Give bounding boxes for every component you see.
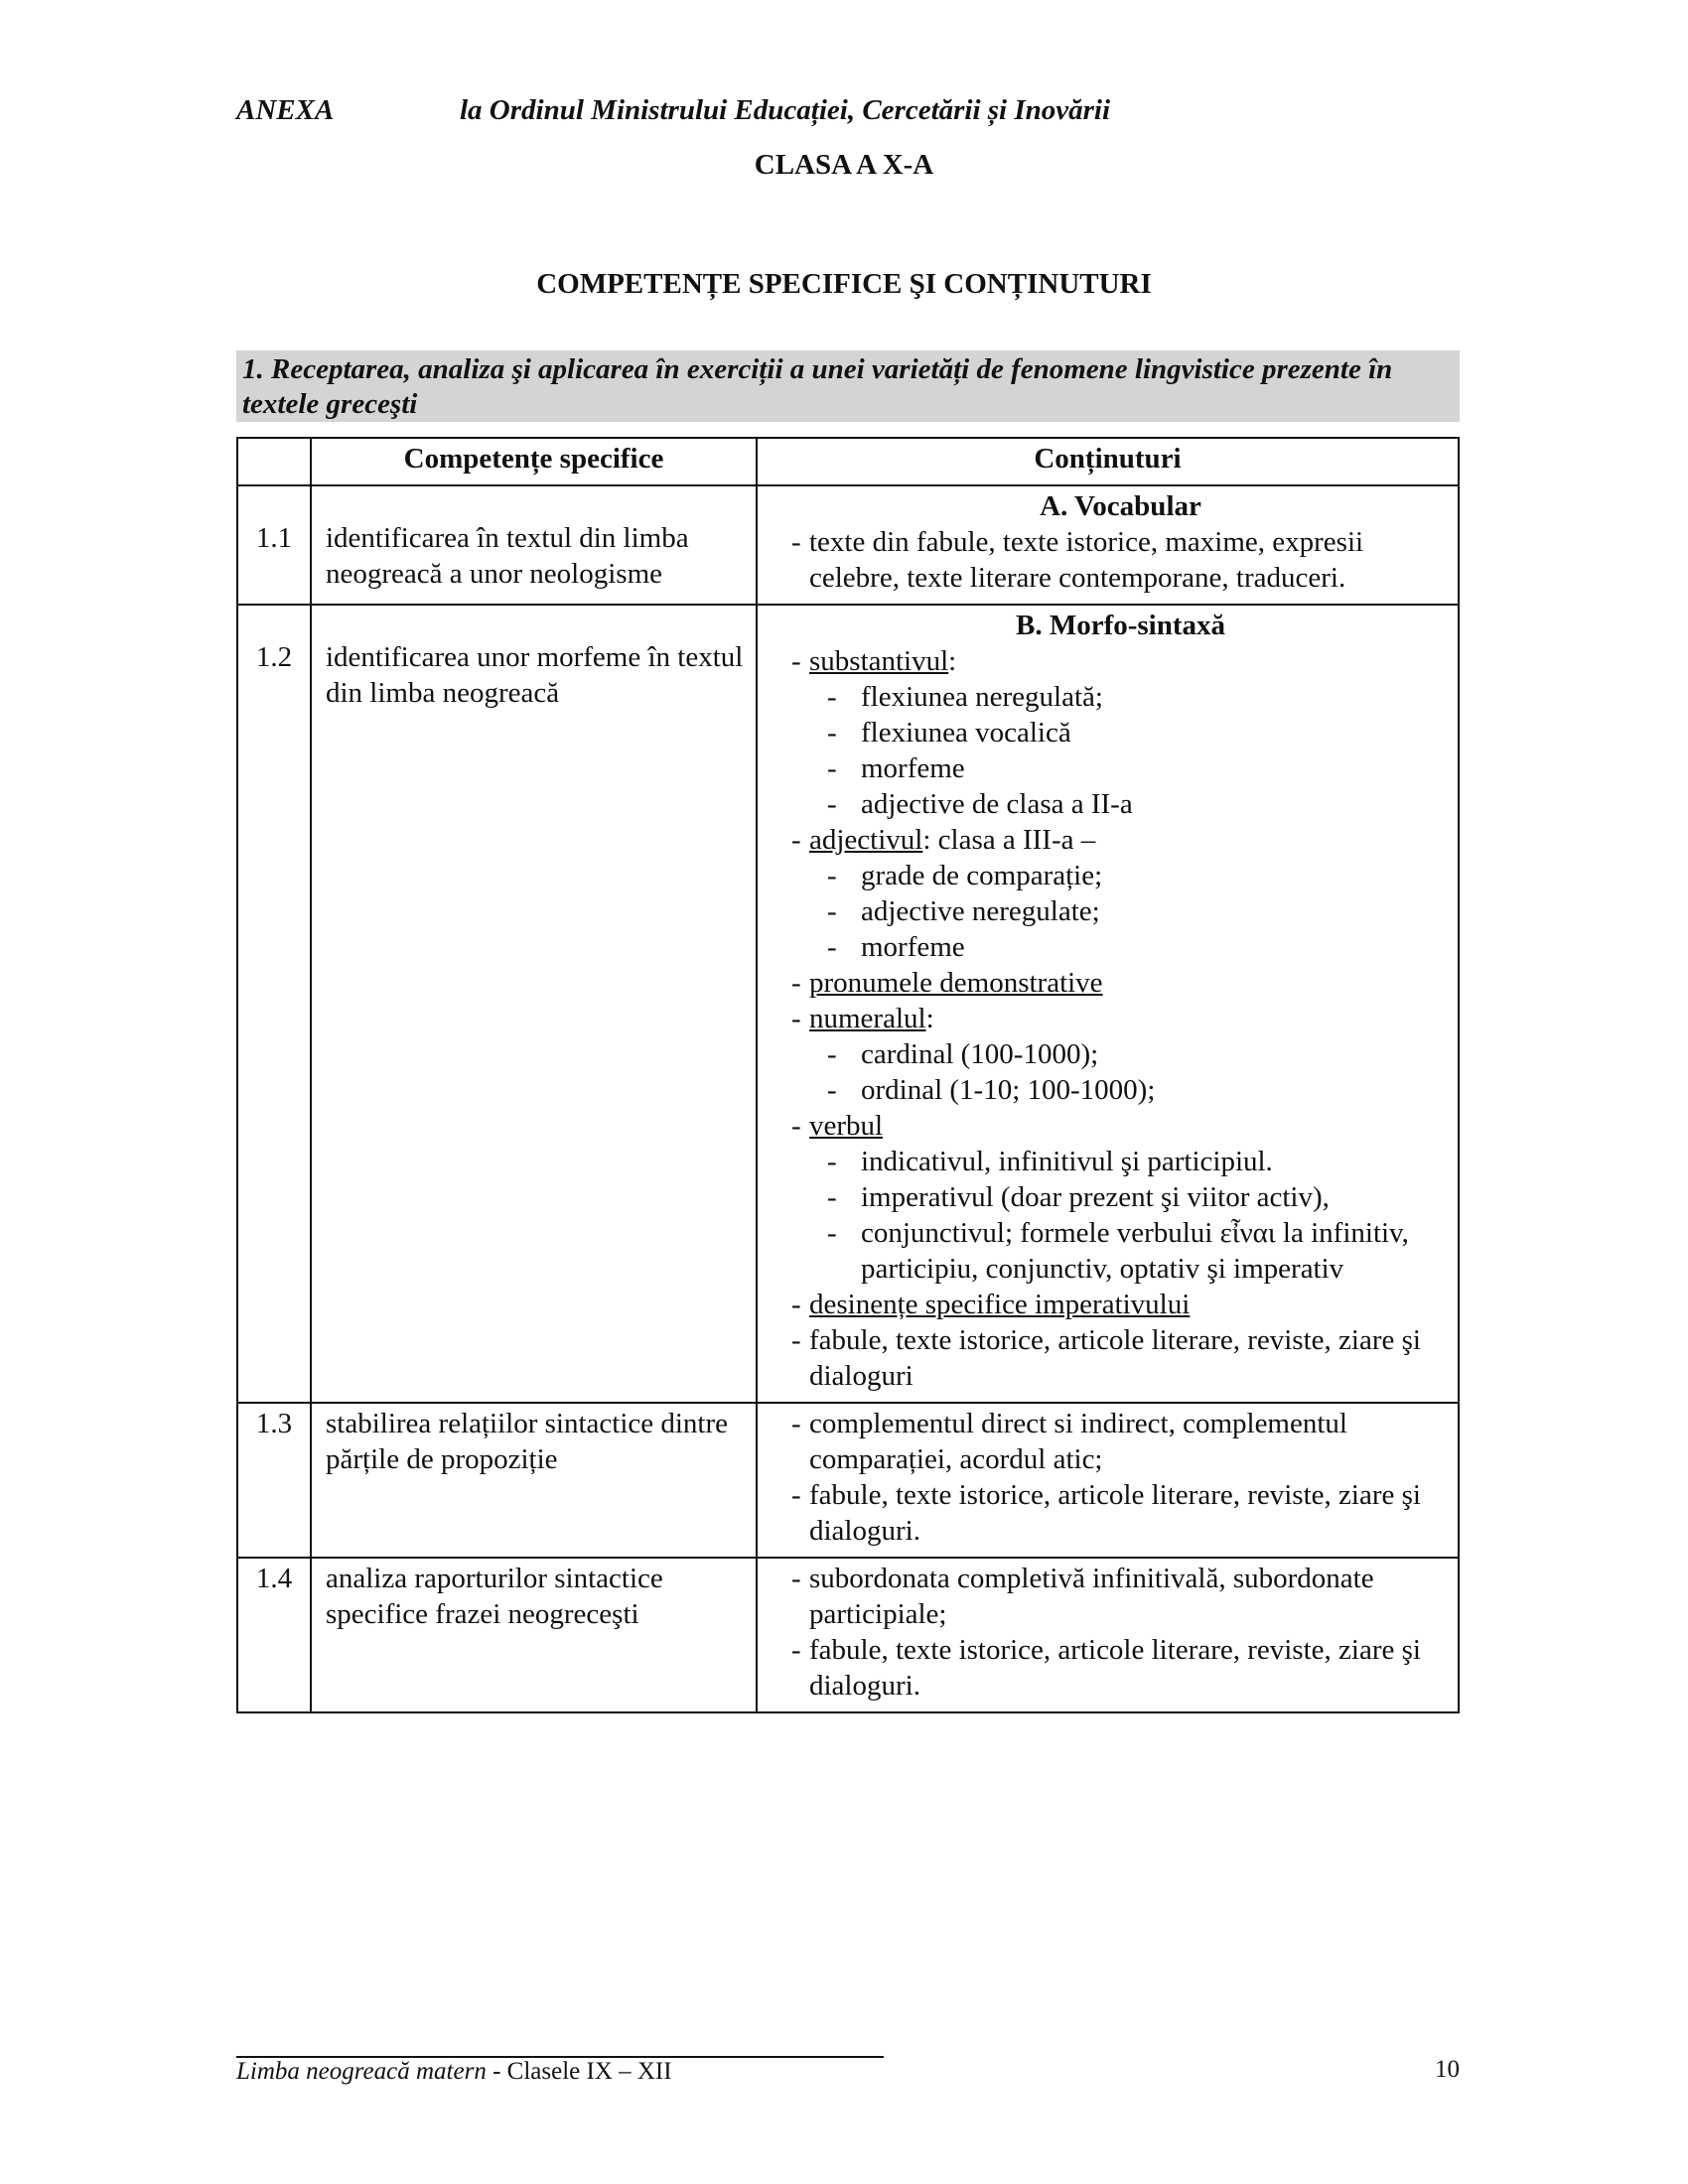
- item-text: morfeme: [861, 931, 965, 963]
- header-order-title: la Ordinul Ministrului Educației, Cercetării și Inovării: [460, 94, 1111, 126]
- dash-marker: -: [827, 1038, 837, 1070]
- dash-marker: -: [827, 788, 837, 820]
- dash-marker: -: [827, 1217, 837, 1249]
- item-text: flexiunea vocalică: [861, 717, 1071, 749]
- dash-marker: -: [791, 824, 801, 856]
- specific-competence: analiza raporturilor sintactice specifice frazei neogreceşti: [311, 1558, 757, 1712]
- dash-marker: -: [791, 526, 801, 558]
- dash-marker: -: [827, 860, 837, 891]
- list-item: [791, 643, 1450, 679]
- list-item: [791, 1406, 1450, 1477]
- item-text: subordonata completivă infinitivală, subordonate participiale;: [809, 1563, 1374, 1630]
- item-text: imperativul (doar prezent şi viitor activ),: [861, 1181, 1330, 1213]
- list-item: [791, 1632, 1450, 1704]
- table-row: [237, 605, 1459, 1403]
- item-label: adjectivul: [809, 824, 923, 856]
- table-row: [237, 485, 1459, 605]
- item-text: indicativul, infinitivul şi participiul.: [861, 1146, 1273, 1177]
- document-header: [236, 94, 1468, 134]
- table-header-row: [237, 438, 1459, 485]
- item-text: morfeme: [861, 752, 965, 784]
- contents-cell: [757, 605, 1459, 1403]
- header-competences: Competențe specifice: [311, 438, 757, 485]
- dash-marker: -: [827, 1181, 837, 1213]
- item-text: complementul direct si indirect, complementul comparației, acordul atic;: [809, 1408, 1347, 1475]
- item-text: flexiunea neregulată;: [861, 681, 1103, 713]
- sub-list-item: [791, 1072, 1450, 1108]
- list-item: [791, 965, 1450, 1001]
- dash-marker: -: [827, 931, 837, 963]
- dash-marker: -: [791, 967, 801, 999]
- contents-cell: [757, 485, 1459, 605]
- dash-marker: -: [827, 1074, 837, 1106]
- header-anexa: ANEXA: [236, 94, 335, 126]
- header-contents: Conținuturi: [757, 438, 1459, 485]
- sub-list-item: [791, 1036, 1450, 1072]
- list-item: [791, 1561, 1450, 1632]
- footer-title: [236, 2058, 672, 2086]
- item-text: :: [925, 1003, 934, 1034]
- specific-competence: identificarea în textul din limba neogreacă a unor neologisme: [311, 485, 757, 605]
- dash-marker: -: [827, 681, 837, 713]
- item-text: fabule, texte istorice, articole literare, reviste, ziare şi dialoguri.: [809, 1634, 1421, 1702]
- dash-marker: -: [791, 1110, 801, 1142]
- item-label: pronumele demonstrative: [809, 967, 1103, 999]
- item-text: fabule, texte istorice, articole literare, reviste, ziare şi dialoguri.: [809, 1479, 1421, 1547]
- item-label: verbul: [809, 1110, 884, 1142]
- dash-marker: -: [827, 717, 837, 749]
- footer-title-rest: - Clasele IX – XII: [486, 2058, 672, 2085]
- dash-marker: -: [791, 1408, 801, 1439]
- dash-marker: -: [791, 1634, 801, 1666]
- sub-list-item: [791, 1144, 1450, 1179]
- table-row: [237, 1403, 1459, 1558]
- section-title: COMPETENȚE SPECIFICE ŞI CONȚINUTURI: [536, 268, 1152, 300]
- item-text: ordinal (1-10; 100-1000);: [861, 1074, 1156, 1106]
- item-label: substantivul: [809, 645, 949, 677]
- sub-list-item: [791, 1179, 1450, 1215]
- list-item: [791, 524, 1450, 596]
- item-text: conjunctivul; formele verbului εἶναι la infinitiv, participiu, conjunctiv, optativ şi imperativ: [861, 1217, 1409, 1285]
- table-row: [237, 1558, 1459, 1712]
- contents-cell: [757, 1403, 1459, 1558]
- specific-competence: stabilirea relațiilor sintactice dintre părțile de propoziție: [311, 1403, 757, 1558]
- item-text: texte din fabule, texte istorice, maxime, expresii celebre, texte literare contemporane, traduceri.: [809, 526, 1364, 594]
- sub-list-item: [791, 858, 1450, 893]
- class-title: CLASA A X-A: [754, 149, 934, 181]
- dash-marker: -: [791, 645, 801, 677]
- footer-title-italic: Limba neogreacă matern: [236, 2058, 487, 2085]
- sub-list-item: [791, 751, 1450, 786]
- item-text: adjective neregulate;: [861, 895, 1100, 927]
- item-text: adjective de clasa a II-a: [861, 788, 1133, 820]
- sub-list-item: [791, 893, 1450, 929]
- item-label: desinențe specifice imperativului: [809, 1289, 1191, 1320]
- item-text: grade de comparație;: [861, 860, 1103, 891]
- list-item: [791, 1108, 1450, 1144]
- contents-cell: [757, 1558, 1459, 1712]
- item-text: : clasa a III-a –: [922, 824, 1096, 856]
- dash-marker: -: [791, 1479, 801, 1511]
- specific-competence: identificarea unor morfeme în textul din limba neogreacă: [311, 605, 757, 1403]
- sub-list-item: [791, 929, 1450, 965]
- item-text: fabule, texte istorice, articole literare, reviste, ziare şi dialoguri: [809, 1324, 1421, 1392]
- sub-list-item: [791, 679, 1450, 715]
- dash-marker: -: [791, 1324, 801, 1356]
- page-number: 10: [1435, 2056, 1460, 2083]
- row-number: 1.1: [237, 485, 311, 605]
- list-item: [791, 1287, 1450, 1322]
- sub-list-item: [791, 715, 1450, 751]
- list-item: [791, 1322, 1450, 1394]
- row-number: 1.2: [237, 605, 311, 1403]
- list-item: [791, 1001, 1450, 1036]
- row-number: 1.4: [237, 1558, 311, 1712]
- sub-list-item: [791, 786, 1450, 822]
- list-item: [791, 822, 1450, 858]
- dash-marker: -: [827, 752, 837, 784]
- competences-table: [236, 437, 1460, 1713]
- dash-marker: -: [827, 1146, 837, 1177]
- item-text: cardinal (100-1000);: [861, 1038, 1099, 1070]
- dash-marker: -: [827, 895, 837, 927]
- dash-marker: -: [791, 1563, 801, 1594]
- dash-marker: -: [791, 1289, 801, 1320]
- dash-marker: -: [791, 1003, 801, 1034]
- row-number: 1.3: [237, 1403, 311, 1558]
- header-number-cell: [237, 438, 311, 485]
- item-label: numeralul: [809, 1003, 926, 1034]
- contents-heading: A. Vocabular: [1040, 490, 1201, 522]
- contents-heading: B. Morfo-sintaxă: [1015, 610, 1226, 641]
- item-text: :: [948, 645, 957, 677]
- general-competence-banner: 1. Receptarea, analiza şi aplicarea în exerciții a unei varietăți de fenomene lingvistice prezente în textele greceşti: [236, 350, 1460, 422]
- list-item: [791, 1477, 1450, 1549]
- sub-list-item: [791, 1215, 1450, 1287]
